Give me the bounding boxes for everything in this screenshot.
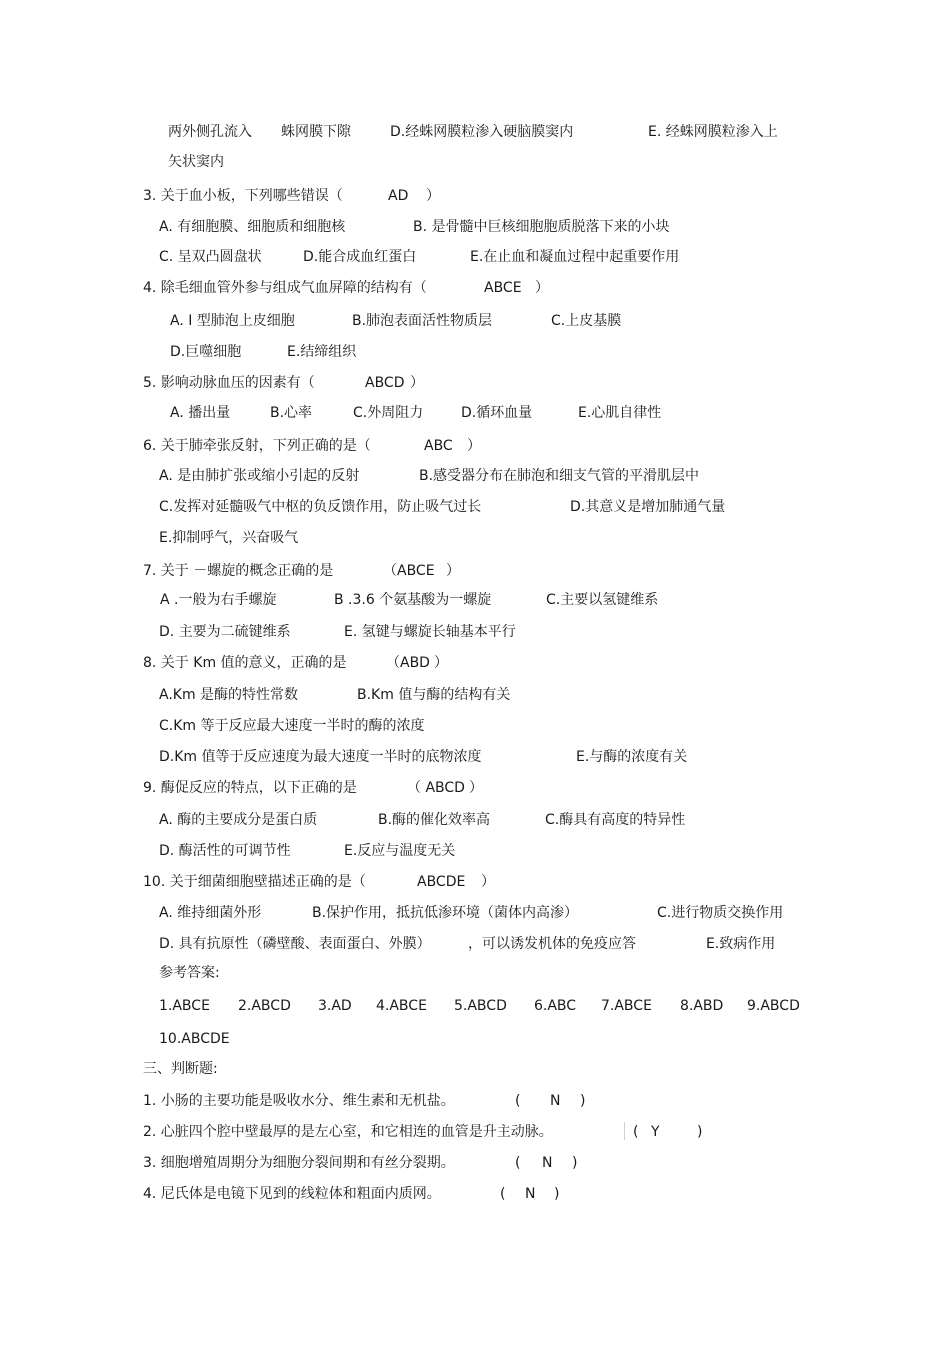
q6-option-a: A. 是由肺扩张或缩小引起的反射 — [159, 468, 360, 484]
q5-option-b: B.心率 — [270, 405, 313, 421]
q8-option-b: B.Km 值与酶的结构有关 — [357, 687, 511, 703]
judge-item-text: 2. 心脏四个腔中壁最厚的是左心室，和它相连的血管是升主动脉。 — [143, 1124, 553, 1140]
q6-stem — [0, 436, 950, 456]
q3-answer: AD — [388, 188, 409, 204]
judge-item-text: 3. 细胞增殖周期分为细胞分裂间期和有丝分裂期。 — [143, 1155, 455, 1171]
q9-option-a: A. 酶的主要成分是蛋白质 — [159, 812, 318, 828]
q4-option-e: E.结缔组织 — [287, 344, 357, 360]
q10-stem — [0, 872, 950, 892]
q8-option-e: E.与酶的浓度有关 — [576, 749, 688, 765]
judge-item-answer: Y — [651, 1124, 660, 1140]
answers-list — [0, 996, 950, 1016]
q4-option-b: B.肺泡表面活性物质层 — [352, 313, 493, 329]
judge-item — [0, 1122, 950, 1142]
q4-option-a: A. Ⅰ 型肺泡上皮细胞 — [170, 313, 295, 329]
q5-stem — [0, 373, 950, 393]
q5-option-d: D.循环血量 — [461, 405, 533, 421]
q3-stem-text: 3. 关于血小板，下列哪些错误（ — [143, 188, 343, 204]
q7-stem — [0, 561, 950, 581]
q2-option-e-cont: 矢状窦内 — [168, 154, 224, 170]
q4-option-c: C.上皮基膜 — [551, 313, 622, 329]
q10-option-c: C.进行物质交换作用 — [657, 905, 784, 921]
answers-label-line — [0, 963, 950, 983]
q4-close: ） — [535, 280, 549, 296]
q9-options-line2 — [0, 841, 950, 861]
q10-option-b: B.保护作用，抵抗低渗环境（菌体内高渗） — [312, 905, 579, 921]
q5-stem-text: 5. 影响动脉血压的因素有（ — [143, 375, 315, 391]
q2-option-d: D.经蛛网膜粒渗入硬脑膜窦内 — [390, 124, 574, 140]
judge-item — [0, 1091, 950, 1111]
q2-options-line2 — [0, 152, 950, 172]
q6-option-d: D.其意义是增加肺通气量 — [570, 499, 726, 515]
judge-item-close: ) — [554, 1186, 560, 1202]
q4-options-line2 — [0, 342, 950, 362]
q5-option-a: A. 播出量 — [170, 405, 231, 421]
q7-options-line1 — [0, 590, 950, 610]
judge-heading-line — [0, 1059, 950, 1079]
judge-item-open: ( — [500, 1186, 506, 1202]
q4-answer: ABCE — [484, 280, 522, 296]
q3-close: ） — [426, 188, 440, 204]
q3-stem — [0, 186, 950, 206]
judge-item-answer: N — [542, 1155, 553, 1171]
q2-options-line — [0, 122, 950, 142]
judge-item-close: ) — [697, 1124, 703, 1140]
judge-item-open: ( — [515, 1155, 521, 1171]
answers-list-line2 — [0, 1029, 950, 1049]
q6-option-b: B.感受器分布在肺泡和细支气管的平滑肌层中 — [419, 468, 700, 484]
q5-answer: ABCD — [365, 375, 405, 391]
q10-option-e: E.致病作用 — [706, 936, 776, 952]
q8-option-a: A.Km 是酶的特性常数 — [159, 687, 299, 703]
q6-stem-text: 6. 关于肺牵张反射，下列正确的是（ — [143, 438, 371, 454]
q5-option-c: C.外周阻力 — [353, 405, 424, 421]
q5-options-line — [0, 403, 950, 423]
q3-option-d: D.能合成血红蛋白 — [303, 249, 417, 265]
judge-item-open: ( — [515, 1093, 521, 1109]
judge-item-answer: N — [525, 1186, 536, 1202]
q2-option-b-cont: 蛛网膜下隙 — [281, 124, 351, 140]
q8-option-d: D.Km 值等于反应速度为最大速度一半时的底物浓度 — [159, 749, 482, 765]
judge-item-text: 4. 尼氏体是电镜下见到的线粒体和粗面内质网。 — [143, 1186, 441, 1202]
q2-option-e: E. 经蛛网膜粒渗入上 — [648, 124, 778, 140]
q5-option-e: E.心肌自律性 — [578, 405, 662, 421]
q6-options-line2 — [0, 497, 950, 517]
q9-stem — [0, 778, 950, 798]
answer-item: 4.ABCE — [376, 998, 427, 1014]
q8-option-c: C.Km 等于反应最大速度一半时的酶的浓度 — [159, 718, 425, 734]
answer-item: 8.ABD — [680, 998, 724, 1014]
q10-answer: ABCDE — [417, 874, 466, 890]
q6-answer: ABC — [424, 438, 453, 454]
q9-close: ） — [469, 780, 483, 796]
q9-option-b: B.酶的催化效率高 — [378, 812, 491, 828]
q9-answer: （ ABCD — [407, 780, 465, 796]
q7-option-a: A .一般为右手螺旋 — [160, 592, 277, 608]
q2-option-a-cont: 两外侧孔流入 — [168, 124, 252, 140]
q4-stem — [0, 278, 950, 298]
q8-options-line1 — [0, 685, 950, 705]
q10-options-line2 — [0, 934, 950, 954]
judge-item — [0, 1153, 950, 1173]
q6-option-e: E.抑制呼气，兴奋吸气 — [159, 530, 299, 546]
q3-option-a: A. 有细胞膜、细胞质和细胞核 — [159, 219, 346, 235]
judge-heading: 三、判断题: — [143, 1061, 218, 1077]
judge-item-open: ( — [633, 1124, 639, 1140]
q7-option-d: D. 主要为二硫键维系 — [159, 624, 291, 640]
answer-item: 10.ABCDE — [159, 1031, 230, 1047]
q8-stem-text: 8. 关于 Km 值的意义，正确的是 — [143, 655, 347, 671]
answer-item: 9.ABCD — [747, 998, 800, 1014]
q7-close: ） — [446, 563, 460, 579]
q9-options-line1 — [0, 810, 950, 830]
q8-options-line3 — [0, 747, 950, 767]
q8-options-line2 — [0, 716, 950, 736]
q7-option-c: C.主要以氢键维系 — [546, 592, 659, 608]
q7-option-e: E. 氢键与螺旋长轴基本平行 — [344, 624, 516, 640]
q7-options-line2 — [0, 622, 950, 642]
q9-stem-text: 9. 酶促反应的特点，以下正确的是 — [143, 780, 357, 796]
judge-item-close: ) — [572, 1155, 578, 1171]
judge-item-text: 1. 小肠的主要功能是吸收水分、维生素和无机盐。 — [143, 1093, 455, 1109]
judge-item — [0, 1184, 950, 1204]
q9-option-c: C.酶具有高度的特异性 — [545, 812, 686, 828]
answer-item: 5.ABCD — [454, 998, 507, 1014]
q7-option-b: B .3.6 个氨基酸为一螺旋 — [334, 592, 492, 608]
q6-close: ） — [467, 438, 481, 454]
q10-option-d: D. 具有抗原性（磷壁酸、表面蛋白、外膜） — [159, 936, 431, 952]
q10-options-line1 — [0, 903, 950, 923]
q6-options-line1 — [0, 466, 950, 486]
q3-option-e: E.在止血和凝血过程中起重要作用 — [470, 249, 680, 265]
q5-close: ） — [410, 375, 424, 391]
q10-option-d-cont: ，可以诱发机体的免疫应答 — [468, 936, 636, 952]
q4-option-d: D.巨噬细胞 — [170, 344, 242, 360]
q4-options-line1 — [0, 311, 950, 331]
q3-options-line2 — [0, 247, 950, 267]
q4-stem-text: 4. 除毛细血管外参与组成气血屏障的结构有（ — [143, 280, 427, 296]
answer-item: 1.ABCE — [159, 998, 210, 1014]
q7-answer: （ABCE — [383, 563, 435, 579]
q10-close: ） — [481, 874, 495, 890]
q6-option-c: C.发挥对延髓吸气中枢的负反馈作用，防止吸气过长 — [159, 499, 482, 515]
answers-label: 参考答案: — [159, 965, 220, 981]
q6-options-line3 — [0, 528, 950, 548]
q10-stem-text: 10. 关于细菌细胞壁描述正确的是（ — [143, 874, 366, 890]
q9-option-e: E.反应与温度无关 — [344, 843, 456, 859]
q3-options-line1 — [0, 217, 950, 237]
judge-item-answer: N — [550, 1093, 561, 1109]
q7-stem-text: 7. 关于 －螺旋的概念正确的是 — [143, 563, 334, 579]
q8-close: ） — [434, 655, 448, 671]
q3-option-c: C. 呈双凸圆盘状 — [159, 249, 262, 265]
judge-item-close: ) — [580, 1093, 586, 1109]
q8-answer: （ABD — [386, 655, 430, 671]
q10-option-a: A. 维持细菌外形 — [159, 905, 262, 921]
divider-line — [624, 1122, 625, 1140]
q8-stem — [0, 653, 950, 673]
q3-option-b: B. 是骨髓中巨核细胞胞质脱落下来的小块 — [413, 219, 670, 235]
answer-item: 6.ABC — [534, 998, 577, 1014]
q9-option-d: D. 酶活性的可调节性 — [159, 843, 291, 859]
answer-item: 7.ABCE — [601, 998, 652, 1014]
answer-item: 2.ABCD — [238, 998, 291, 1014]
answer-item: 3.AD — [318, 998, 352, 1014]
